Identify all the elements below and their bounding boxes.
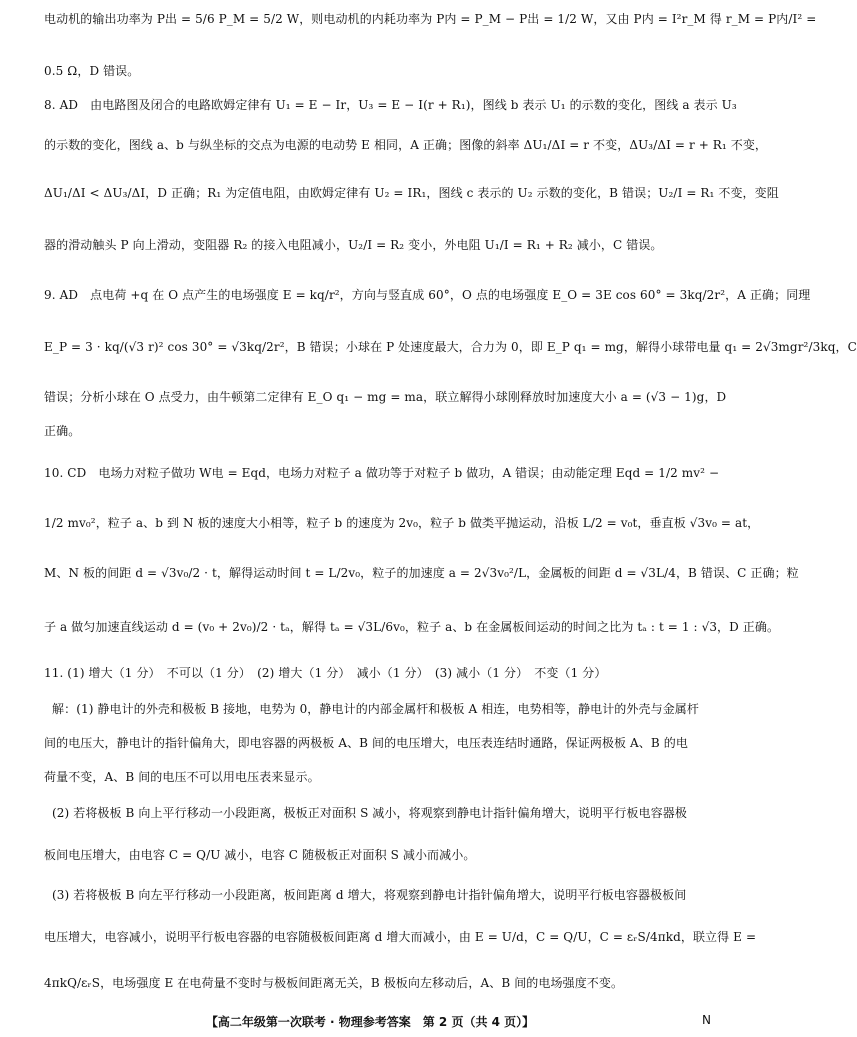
text-line: (3) 若将极板 B 向左平行移动一小段距离，板间距离 d 增大，将观察到静电计指针偏角增大，说明平行板电容器极板间 <box>52 888 687 902</box>
text-line: 9. AD 点电荷 +q 在 O 点产生的电场强度 E = kq/r²，方向与竖直成 60°，O 点的电场强度 E_O = 3E cos 60° = 3kq/2r²，A 正确；同理 <box>44 288 811 302</box>
text-line: ΔU₁/ΔI < ΔU₃/ΔI，D 正确；R₁ 为定值电阻，由欧姆定律有 U₂ = IR₁，图线 c 表示的 U₂ 示数的变化，B 错误；U₂/I = R₁ 不变，变阻 <box>44 186 779 200</box>
text-line: 1/2 mv₀²，粒子 a、b 到 N 板的速度大小相等，粒子 b 的速度为 2v₀，粒子 b 做类平抛运动，沿板 L/2 = v₀t，垂直板 √3v₀ = at， <box>44 516 760 530</box>
text-line: 电动机的输出功率为 P出 = 5/6 P_M = 5/2 W，则电动机的内耗功率为 P内 = P_M − P出 = 1/2 W，又由 P内 = I²r_M 得 r_M = P内/I² = <box>44 12 817 26</box>
text-line: E_P = 3 · kq/(√3 r)² cos 30° = √3kq/2r²，B 错误；小球在 P 处速度最大，合力为 0，即 E_P q₁ = mg，解得小球带电量 q₁ = 2√3mgr²/3kq，C <box>44 340 857 354</box>
text-line: 荷量不变，A、B 间的电压不可以用电压表来显示。 <box>44 770 320 784</box>
text-line: 8. AD 由电路图及闭合的电路欧姆定律有 U₁ = E − Ir，U₃ = E − I(r + R₁)，图线 b 表示 U₁ 的示数的变化，图线 a 表示 U₃ <box>44 98 737 112</box>
version-mark: N <box>702 1013 711 1027</box>
text-line: (2) 若将极板 B 向上平行移动一小段距离，极板正对面积 S 减小，将观察到静电计指针偏角增大，说明平行板电容器极 <box>52 806 687 820</box>
text-line: 电压增大，电容减小，说明平行板电容器的电容随极板间距离 d 增大而减小，由 E = U/d，C = Q/U，C = εᵣS/4πkd，联立得 E = <box>44 930 757 944</box>
text-line: 器的滑动触头 P 向上滑动，变阻器 R₂ 的接入电阻减小，U₂/I = R₂ 变小，外电阻 U₁/I = R₁ + R₂ 减小，C 错误。 <box>44 238 663 252</box>
text-line: 子 a 做匀加速直线运动 d = (v₀ + 2v₀)/2 · tₐ，解得 tₐ = √3L/6v₀，粒子 a、b 在金属板间运动的时间之比为 tₐ : t = 1 : √3，D 正确。 <box>44 620 780 634</box>
text-line: 正确。 <box>44 424 81 438</box>
text-line: 10. CD 电场力对粒子做功 W电 = Eqd，电场力对粒子 a 做功等于对粒子 b 做功，A 错误；由动能定理 Eqd = 1/2 mv² − <box>44 466 720 480</box>
text-line: M、N 板的间距 d = √3v₀/2 · t，解得运动时间 t = L/2v₀，粒子的加速度 a = 2√3v₀²/L，金属板的间距 d = √3L/4，B 错误、C 正确；粒 <box>44 566 799 580</box>
text-line: 间的电压大，静电计的指针偏角大，即电容器的两极板 A、B 间的电压增大，电压表连结时通路，保证两极板 A、B 的电 <box>44 736 688 750</box>
text-line: 解：(1) 静电计的外壳和极板 B 接地，电势为 0，静电计的内部金属杆和极板 A 相连，电势相等，静电计的外壳与金属杆 <box>52 702 700 716</box>
text-line: 4πkQ/εᵣS，电场强度 E 在电荷量不变时与极板间距离无关，B 极板向左移动后，A、B 间的电场强度不变。 <box>44 976 624 990</box>
text-line: 0.5 Ω，D 错误。 <box>44 64 140 78</box>
text-line: 板间电压增大，由电容 C = Q/U 减小，电容 C 随极板正对面积 S 减小而减小。 <box>44 848 476 862</box>
page-footer: 【高二年级第一次联考 · 物理参考答案 第 2 页（共 4 页）】 <box>205 1015 535 1029</box>
text-line: 的示数的变化，图线 a、b 与纵坐标的交点为电源的电动势 E 相同，A 正确；图像的斜率 ΔU₁/ΔI = r 不变，ΔU₃/ΔI = r + R₁ 不变， <box>44 138 768 152</box>
text-line: 错误；分析小球在 O 点受力，由牛顿第二定律有 E_O q₁ − mg = ma，联立解得小球刚释放时加速度大小 a = (√3 − 1)g，D <box>44 390 727 404</box>
text-line: 11. (1) 增大（1 分） 不可以（1 分） (2) 增大（1 分） 减小（1 分） (3) 减小（1 分） 不变（1 分） <box>44 666 607 680</box>
